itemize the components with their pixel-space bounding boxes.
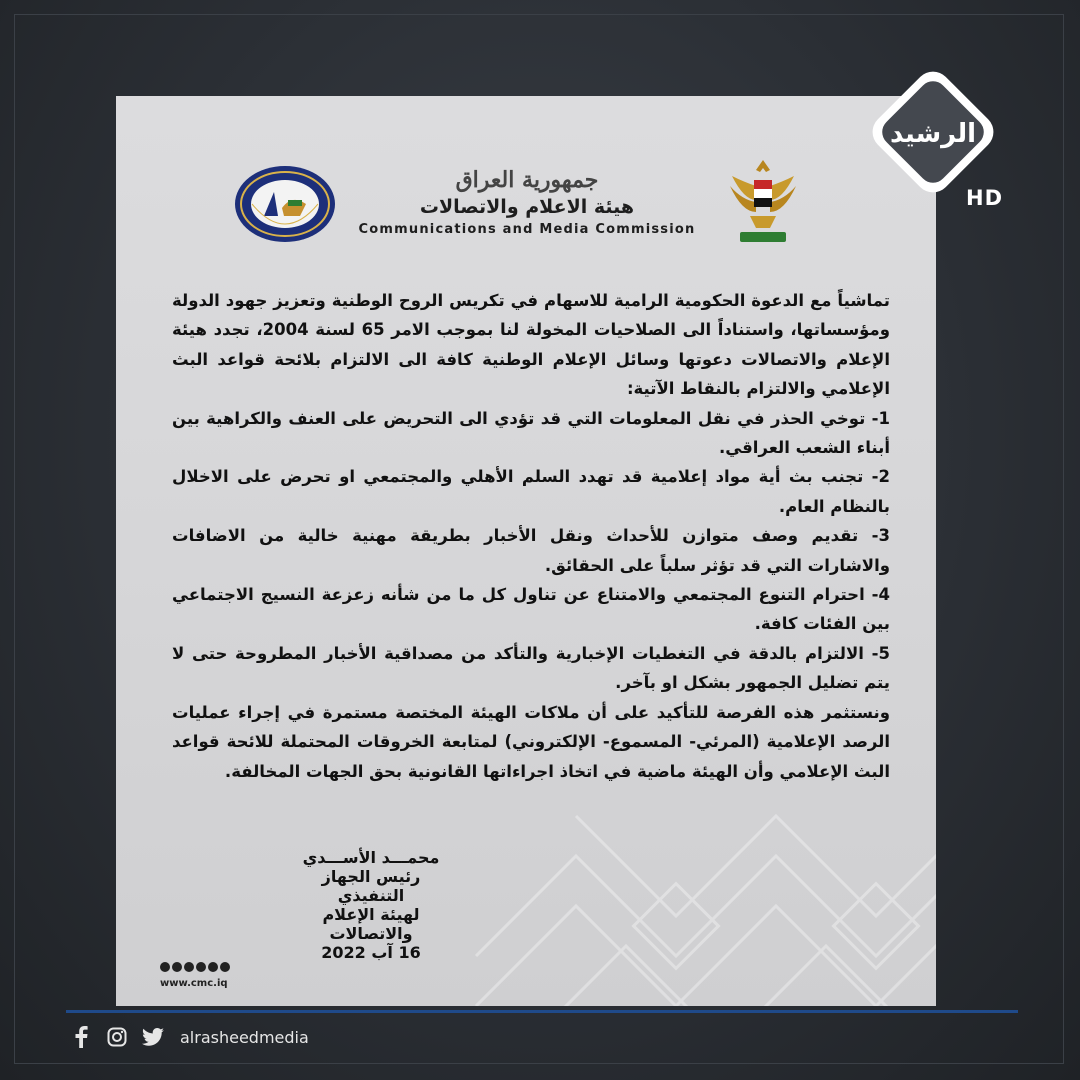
paragraph-point-4: 4- احترام التنوع المجتمعي والامتناع عن تناول كل ما من شأنه زعزعة النسيج الاجتماعي بين الفئات كافة. [172, 585, 890, 634]
twitter-icon[interactable] [142, 1026, 164, 1048]
paragraph-closing: ونستثمر هذه الفرصة للتأكيد على أن ملاكات الهيئة المختصة مستمرة في إجراء عمليات الرصد الإعلامية (المرئي- المسموع- الإلكتروني) لمتابعة الخروقات المحتملة للائحة قواعد البث الإعلامي وأن الهيئة ماضية في اتخاذ اجراءاتها القانونية بحق الجهات المخالفة. [172, 702, 890, 781]
social-handle[interactable]: alrasheedmedia [180, 1027, 309, 1047]
letter-body [172, 286, 890, 786]
iraq-eagle-emblem-icon [726, 156, 800, 248]
facebook-icon[interactable] [70, 1026, 92, 1048]
paragraph-point-1: 1- توخي الحذر في نقل المعلومات التي قد تؤدي الى التحريض على العنف والكراهية بين أبناء الشعب العراقي. [172, 408, 890, 458]
instagram-icon [208, 962, 218, 972]
alrasheed-logo-icon [863, 62, 1003, 202]
letter-social-icons [160, 962, 230, 972]
hd-badge: HD [966, 186, 1004, 210]
title-commission-ar: هيئة الاعلام والاتصالات [419, 196, 635, 218]
paragraph-point-5: 5- الالتزام بالدقة في التغطيات الإخبارية والتأكد من مصداقية الأخبار المطروحة حتى لا يتم تضليل الجمهور بشكل او بآخر. [172, 643, 890, 693]
facebook-icon [220, 962, 230, 972]
paragraph-intro: تماشياً مع الدعوة الحكومية الرامية للاسهام في تكريس الروح الوطنية وتعزيز جهود الدولة ومؤسساتها، واستناداً الى الصلاحيات المخولة لنا بموجب الامر 65 لسنة 2004، تجدد هيئة الإعلام والاتصالات دعوتها وسائل الإعلام الوطنية كافة الى الالتزام بلائحة قواعد البث الإعلامي والالتزام بالنقاط الآتية: [172, 291, 890, 399]
letter-website: www.cmc.iq [160, 978, 228, 989]
paragraph-point-3: 3- تقديم وصف متوازن للأحداث ونقل الأخبار بطريقة مهنية خالية من الاضافات والاشارات التي قد تؤثر سلباً على الحقائق. [172, 526, 890, 575]
cmc-seal-icon [234, 164, 336, 244]
page-footer [70, 1022, 309, 1052]
title-commission-en: Communications and Media Commission [358, 222, 696, 237]
instagram-icon[interactable] [106, 1026, 128, 1048]
title-republic: جمهورية العراق [455, 167, 599, 193]
whatsapp-icon [172, 962, 182, 972]
signature-block [296, 848, 446, 962]
letter-date: 16 آب 2022 [321, 943, 421, 962]
signatory-org: لهيئة الإعلام والاتصالات [322, 905, 420, 943]
signatory-name: محمـــد الأســـدي [302, 848, 440, 867]
paragraph-point-2: 2- تجنب بث أية مواد إعلامية قد تهدد السلم الأهلي والمجتمعي او تحرض على الاخلال بالنظام العام. [172, 467, 890, 516]
signatory-title: رئيس الجهاز التنفيذي [321, 867, 421, 905]
twitter-icon [184, 962, 194, 972]
telegram-icon [160, 962, 170, 972]
letter-header [116, 156, 936, 256]
footer-divider [66, 1010, 1018, 1013]
youtube-icon [196, 962, 206, 972]
commission-title-block [352, 166, 702, 256]
logo-text: الرشيد [889, 119, 977, 149]
official-letter [116, 96, 936, 1006]
